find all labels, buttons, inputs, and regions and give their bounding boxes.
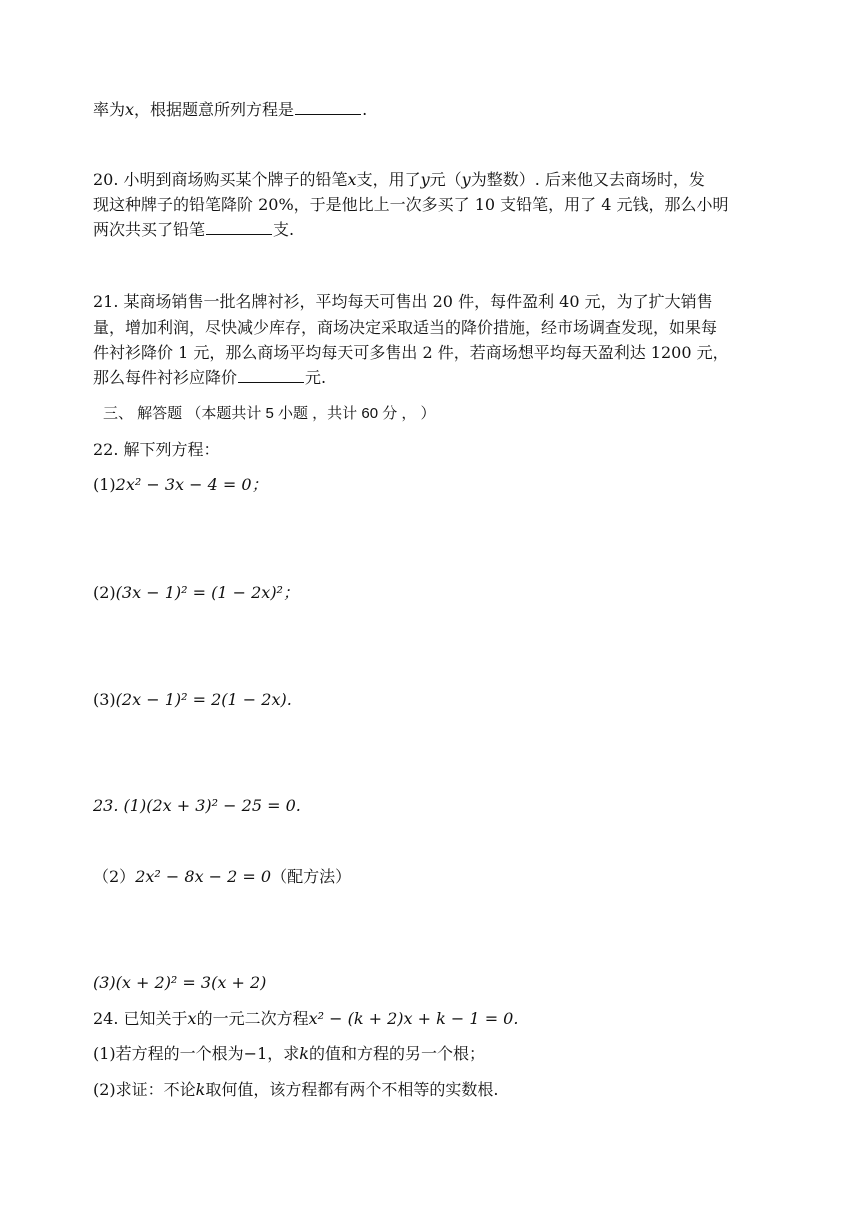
q20-text-c: 元（ [429, 170, 462, 189]
q24-p1-text-b: ，求 [267, 1044, 300, 1063]
q19-var-x: x [125, 100, 135, 119]
q21-line3: 件衬衫降价 1 元，那么商场平均每天可多售出 2 件，若商场想平均每天盈利达 1200 元， [93, 343, 729, 362]
q23-p1-expr: 23. (1)(2x + 3)² − 25 = 0. [93, 796, 301, 815]
q24-p1-root: −1 [243, 1044, 268, 1063]
q21-answer-blank[interactable] [238, 368, 304, 383]
q22-p1-expr: 2x² − 3x − 4 = 0； [115, 475, 268, 494]
q23-part1 [93, 796, 301, 816]
q24-p2-var-k: k [195, 1080, 206, 1099]
q23-p2-method: （配方法） [271, 867, 352, 886]
q20-text-e: 两次共买了铅笔 [93, 220, 206, 239]
q22-intro: 22. 解下列方程： [93, 440, 220, 459]
q24-p2-text-a: (2)求证：不论 [93, 1080, 196, 1099]
q21-text-a: 那么每件衬衫应降价 [93, 368, 238, 387]
q20-var-x: x [347, 170, 357, 189]
q20-line1 [93, 170, 705, 190]
q22-p2-expr: (3x − 1)² = (1 − 2x)²； [115, 583, 299, 602]
q23-part2 [93, 867, 351, 887]
q20-var-y2: y [461, 170, 471, 189]
q20-text-b: 支，用了 [356, 170, 421, 189]
q20-text-a: 20. 小明到商场购买某个牌子的铅笔 [93, 170, 348, 189]
q20-var-y: y [420, 170, 430, 189]
q20-answer-blank[interactable] [206, 220, 272, 235]
q21-line2: 量，增加利润，尽快减少库存，商场决定采取适当的降价措施，经市场调查发现，如果每 [93, 318, 718, 337]
q20-line2: 现这种牌子的铅笔降阶 20%，于是他比上一次多买了 10 支铅笔，用了 4 元钱，那么小明 [93, 195, 729, 214]
q23-p2-expr: 2x² − 8x − 2 = 0 [135, 867, 272, 886]
q23-part3 [93, 973, 266, 993]
q19-text-a: 率为 [93, 100, 126, 119]
q24-part1 [93, 1044, 485, 1064]
q20-line3 [93, 220, 294, 240]
q24-equation: x² − (k + 2)x + k − 1 = 0. [308, 1009, 519, 1028]
q24-p1-text-a: (1)若方程的一个根为 [93, 1044, 244, 1063]
q24-part2 [93, 1080, 498, 1100]
q19-text-b: ，根据题意所列方程是 [134, 100, 295, 119]
q24-intro [93, 1009, 518, 1029]
q24-p2-text-b: 取何值，该方程都有两个不相等的实数根. [205, 1080, 499, 1099]
q19-tail [93, 100, 367, 120]
q24-var-x: x [187, 1009, 197, 1028]
q21-line1: 21. 某商场销售一批名牌衬衫，平均每天可售出 20 件，每件盈利 40 元，为了扩大销售 [93, 292, 713, 311]
q20-text-f: 支. [273, 220, 295, 239]
q24-p1-var-k: k [299, 1044, 309, 1063]
q22-p3-num: (3) [93, 690, 116, 709]
q22-part2 [93, 583, 299, 603]
q23-p3-expr: (3)(x + 2)² = 3(x + 2) [93, 973, 267, 992]
q23-p2-num: （2） [93, 867, 136, 886]
q24-text-a: 24. 已知关于 [93, 1009, 188, 1028]
q22-p3-expr: (2x − 1)² = 2(1 − 2x). [115, 690, 292, 709]
q19-answer-blank[interactable] [295, 100, 361, 115]
q21-line4 [93, 368, 326, 388]
q24-p1-text-c: 的值和方程的另一个根； [308, 1044, 485, 1063]
q24-text-b: 的一元二次方程 [196, 1009, 309, 1028]
q21-text-b: 元. [305, 368, 327, 387]
section-heading: 三、 解答题 （本题共计 5 小题 ，共计 60 分 ， ） [103, 405, 436, 422]
q22-p1-num: (1) [93, 475, 116, 494]
q22-part1 [93, 475, 268, 495]
q22-part3 [93, 690, 292, 710]
q19-end: . [362, 100, 368, 119]
q22-p2-num: (2) [93, 583, 116, 602]
q20-text-d: 为整数）. 后来他又去商场时，发 [470, 170, 705, 189]
